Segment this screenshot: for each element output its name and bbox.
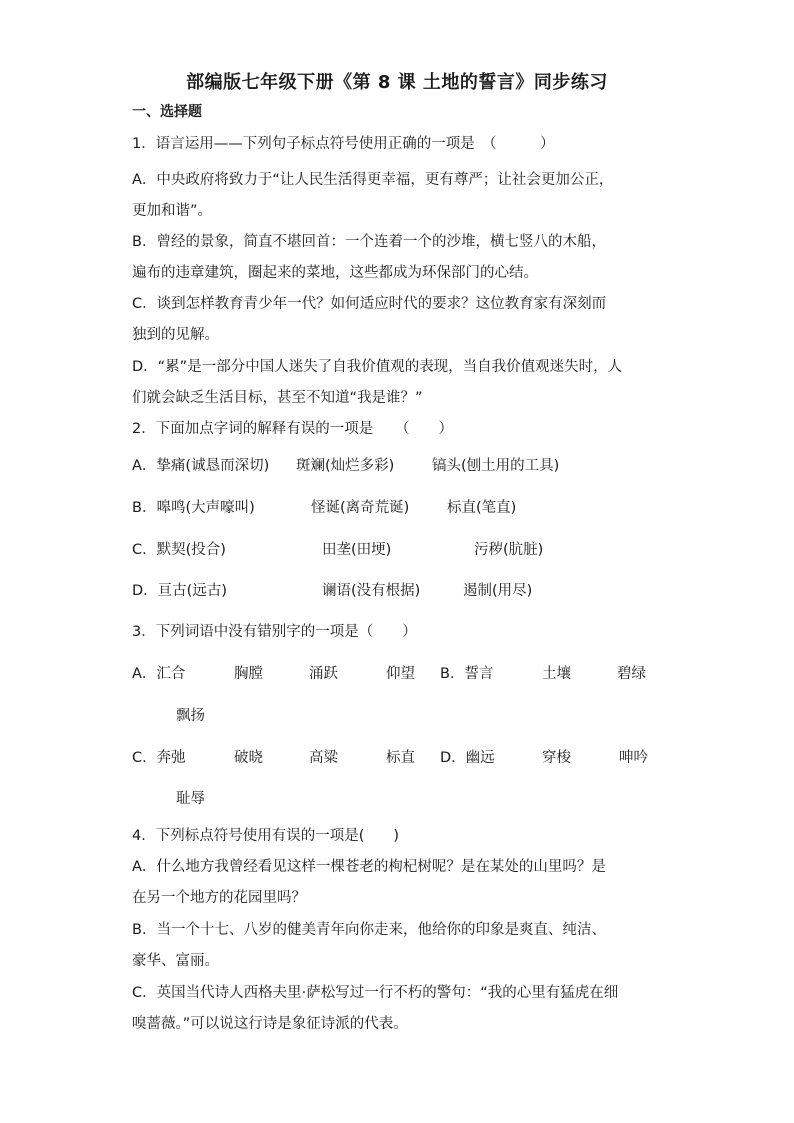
q4-option-c-line1: C．英国当代诗人西格夫里·萨松写过一行不朽的警句：“我的心里有猛虎在细 <box>132 985 619 1001</box>
q1-option-c-line1: C．谈到怎样教育青少年一代？如何适应时代的要求？这位教育家有深刻而 <box>132 296 607 312</box>
q3-word: B．誓言 <box>440 666 494 682</box>
q2-option-c-item1: C．默契(投合) <box>132 542 226 558</box>
q2-option-b-item2: 怪诞(离奇荒诞) <box>311 500 410 516</box>
q4-option-a-line1: A．什么地方我曾经看见这样一棵苍老的枸杞树呢？是在某处的山里吗？是 <box>132 859 606 875</box>
q4-option-a-line2: 在另一个地方的花园里吗？ <box>132 890 306 906</box>
q2-option-c-item2: 田垄(田埂) <box>322 542 392 558</box>
q3-word: 耻辱 <box>176 791 205 807</box>
q4-option-c-line2: 嗅蔷薇。”可以说这行诗是象征诗派的代表。 <box>132 1016 408 1032</box>
q2-option-a-item2: 斑斓(灿烂多彩) <box>296 458 395 474</box>
q3-word: 高粱 <box>309 750 338 766</box>
q1-option-d-line2: 们就会缺乏生活目标，甚至不知道“我是谁？” <box>132 390 423 406</box>
q1-option-b-line1: B．曾经的景象，简直不堪回首：一个连着一个的沙堆，横七竖八的木船， <box>132 234 606 250</box>
q2-stem: 2．下面加点字词的解释有误的一项是 （ ） <box>132 421 453 437</box>
q4-option-b-line2: 豪华、富丽。 <box>132 953 219 969</box>
q2-option-d-item1: D．亘古(远古) <box>132 583 227 599</box>
q3-word: 仰望 <box>386 666 415 682</box>
q4-stem: 4．下列标点符号使用有误的一项是( ) <box>132 828 400 844</box>
q3-word: 破晓 <box>234 750 263 766</box>
q3-word: A．汇合 <box>132 666 186 682</box>
q2-option-d-item2: 谰语(没有根据) <box>322 583 421 599</box>
q3-stem: 3．下列词语中没有错别字的一项是（ ） <box>132 624 417 640</box>
q2-option-a-item3: 镐头(刨土用的工具) <box>432 458 560 474</box>
q1-option-a-line1: A．中央政府将致力于“让人民生活得更幸福，更有尊严；让社会更加公正， <box>132 172 614 188</box>
q3-word: C．奔弛 <box>132 750 186 766</box>
q1-option-d-line1: D．“累”是一部分中国人迷失了自我价值观的表现，当自我价值观迷失时，人 <box>132 359 623 375</box>
section-heading: 一、选择题 <box>132 104 202 120</box>
q4-option-b-line1: B．当一个十七、八岁的健美青年向你走来，他给你的印象是爽直、纯洁、 <box>132 922 606 938</box>
q1-option-c-line2: 独到的见解。 <box>132 327 219 343</box>
q2-option-b-item3: 标直(笔直) <box>447 500 517 516</box>
q1-option-a-line2: 更加和谐”。 <box>132 203 213 219</box>
q2-option-d-item3: 遏制(用尽) <box>463 583 533 599</box>
q3-word: 涌跃 <box>309 666 338 682</box>
q3-word: 穿梭 <box>542 750 571 766</box>
q3-word: 呻吟 <box>619 750 648 766</box>
q2-option-c-item3: 污秽(肮脏) <box>474 542 544 558</box>
document-title: 部编版七年级下册《第 8 课 土地的誓言》同步练习 <box>186 72 608 93</box>
q3-word: 胸膛 <box>234 666 263 682</box>
q3-word: 标直 <box>386 750 415 766</box>
q1-option-b-line2: 遍布的违章建筑，圈起来的菜地，这些都成为环保部门的心结。 <box>132 265 538 281</box>
q3-word: 土壤 <box>542 666 571 682</box>
q2-option-a-item1: A．挚痛(诚恳而深切) <box>132 458 270 474</box>
q3-word: 飘扬 <box>176 708 205 724</box>
q3-word: 碧绿 <box>617 666 646 682</box>
q2-option-b-item1: B．嗥鸣(大声嚎叫) <box>132 500 255 516</box>
q1-stem: 1．语言运用——下列句子标点符号使用正确的一项是 （ ） <box>132 136 555 152</box>
q3-word: D．幽远 <box>440 750 495 766</box>
